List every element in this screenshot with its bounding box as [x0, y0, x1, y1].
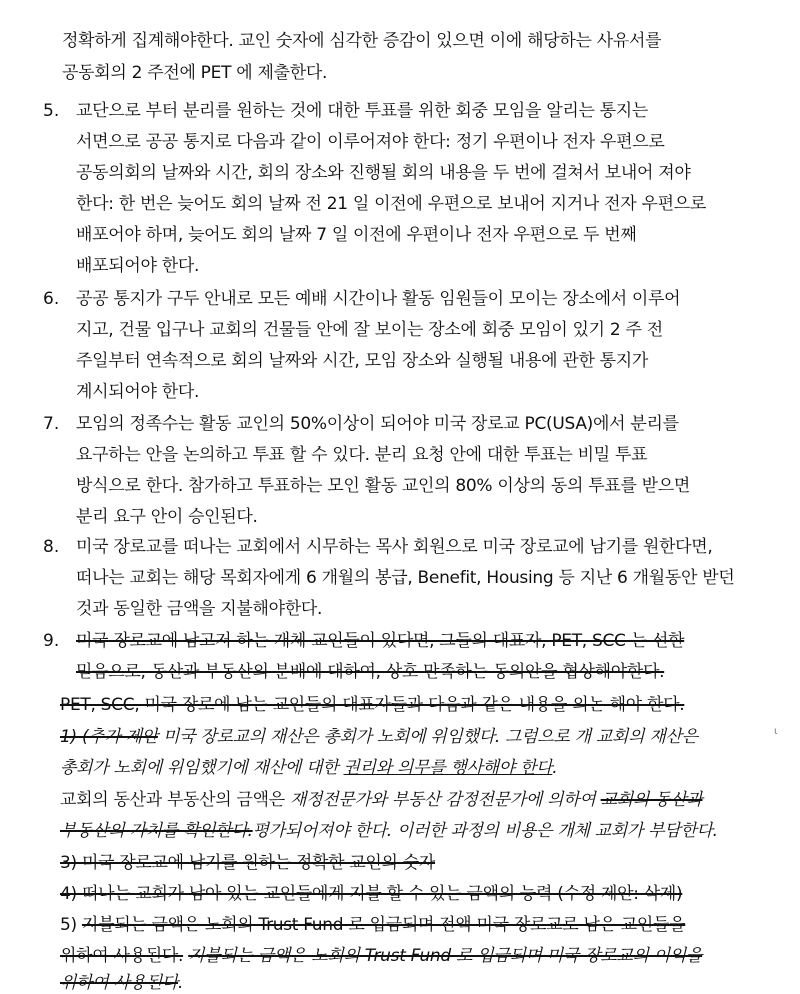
item-6-number: 6.	[43, 289, 60, 309]
item-7-line-3: 방식으로 한다. 참가하고 투표하는 모인 활동 교인의 80% 이상의 동의 투표를 받으면	[76, 476, 691, 496]
asset-line-1	[60, 789, 766, 811]
item-6-line-3: 주일부터 연속적으로 회의 날짜와 시간, 모임 장소와 실행될 내용에 관한 통지가	[76, 351, 649, 371]
sub-item-5-line-3	[60, 972, 190, 994]
asset-text-a: 교회의 동산과 부동산의 금액은	[60, 790, 285, 810]
item-5-line-3: 공동의회의 날짜와 시간, 회의 장소와 진행될 회의 내용을 두 번에 걸쳐서 보내어 져야	[76, 163, 691, 183]
item-8-number: 8.	[43, 537, 60, 557]
negotiation-heading: PET, SCC, 미국 장로에 남는 교인들의 대표자들과 다음과 같은 내용을 의논 해야 한다.	[60, 695, 685, 715]
asset-text-c: 평가되어져야 한다. 이러한 과정의 비용은 개체 교회가 부담한다.	[252, 821, 718, 841]
item-9-line-2: 믿음으로, 동산과 부동산의 분배에 대하여, 상호 만족하는 동의안을 협상해야한다.	[76, 662, 665, 682]
asset-struck-b: 부동산의 가치를 확인한다.	[60, 821, 253, 841]
item-5-line-6: 배포되어야 한다.	[76, 256, 200, 276]
sub-item-1-text-2: 총회가 노회에 위임했기에 재산에 대한	[60, 758, 344, 778]
intro-line-1: 정확하게 집계해야한다. 교인 숫자에 심각한 증감이 있으면 이에 해당하는 사유서를	[62, 31, 662, 51]
sub-item-5-line-2	[60, 945, 766, 967]
sub-item-1-line-1	[60, 726, 764, 748]
item-8-line-3: 것과 동일한 금액을 지불해야한다.	[76, 599, 323, 619]
item-6-line-2: 지고, 건물 입구나 교회의 건물들 안에 잘 보이는 장소에 회중 모임이 있기 2 주 전	[76, 320, 663, 340]
sub-item-5-struck-c: 지불되는 금액은 노회의 Trust Fund 로 입금되며 미국 장로교의 이익을	[188, 946, 703, 966]
sub-item-5-line-1	[60, 914, 764, 936]
item-9-number: 9.	[43, 631, 60, 651]
item-5-number: 5.	[43, 101, 60, 121]
item-5-line-1: 교단으로 부터 분리를 원하는 것에 대한 투표를 위한 회중 모임을 알리는 통지는	[76, 101, 649, 121]
stray-mark: ι	[774, 726, 778, 737]
sub-item-1-underlined: 권리와 의무를 행사해야 한다	[343, 758, 553, 778]
sub-item-5-period: .	[177, 973, 184, 993]
asset-struck-a: 교회의 동산과	[600, 790, 703, 810]
item-8-line-1: 미국 장로교를 떠나는 교회에서 시무하는 목사 회원으로 미국 장로교에 남기를 원한다면,	[76, 537, 713, 557]
item-7-number: 7.	[43, 414, 60, 434]
item-7-line-4: 분리 요구 안이 승인된다.	[76, 507, 258, 527]
item-5-line-4: 한다: 한 번은 늦어도 회의 날짜 전 21 일 이전에 우편으로 보내어 지거나 전자 우편으로	[76, 194, 706, 214]
item-9-line-1: 미국 장로교에 남고저 하는 개체 교인들이 있다면, 그들의 대표자, PET, SCC 는 선한	[76, 631, 685, 651]
sub-item-4: 4) 떠나는 교회가 남아 있는 교인들에게 지불 할 수 있는 금액의 능력 (수정 제안: 삭제)	[60, 884, 683, 904]
sub-item-1-period: .	[552, 758, 558, 778]
item-7-line-2: 요구하는 안을 논의하고 투표 할 수 있다. 분리 요청 안에 대한 투표는 비밀 투표	[76, 445, 648, 465]
item-6-line-4: 계시되어야 한다.	[76, 382, 200, 402]
sub-item-1-text: 미국 장로교의 재산은 총회가 노회에 위임했다. 그럼으로 개 교회의 재산은	[157, 727, 698, 747]
item-5-line-5: 배포어야 하며, 늦어도 회의 날짜 7 일 이전에 우편이나 전자 우편으로 두 번째	[76, 225, 637, 245]
item-5-line-2: 서면으로 공공 통지로 다음과 같이 이루어져야 한다: 정기 우편이나 전자 우편으로	[76, 132, 665, 152]
item-6-line-1: 공공 통지가 구두 안내로 모든 예배 시간이나 활동 임원들이 모이는 장소에서 이루어	[76, 289, 681, 309]
sub-item-3: 3) 미국 장로교에 남기를 원하는 정확한 교인의 숫자	[60, 853, 436, 873]
sub-item-5-struck-a: 지불되는 금액은 노회의 Trust Fund 로 입금되며 전액 미국 장로교로 남은 교인들을	[81, 915, 686, 935]
sub-item-5-struck-d: 위하여 사용된다	[60, 973, 178, 993]
sub-item-1-proposal-tag: 1) (추가 제안	[60, 727, 158, 747]
item-8-line-2: 떠나는 교회는 해당 목회자에게 6 개월의 봉급, Benefit, Housing 등 지난 6 개월동안 받던	[76, 568, 735, 588]
sub-item-5-number: 5)	[60, 915, 82, 935]
sub-item-1-line-2	[60, 757, 590, 779]
intro-line-2: 공동회의 2 주전에 PET 에 제출한다.	[62, 63, 328, 83]
asset-text-b: 재정전문가와 부동산 감정전문가에 의하여	[284, 790, 601, 810]
item-7-line-1: 모임의 정족수는 활동 교인의 50%이상이 되어야 미국 장로교 PC(USA)에서 분리를	[76, 414, 679, 434]
asset-line-2	[60, 820, 766, 842]
sub-item-5-struck-b: 위하여 사용된다.	[60, 946, 184, 966]
